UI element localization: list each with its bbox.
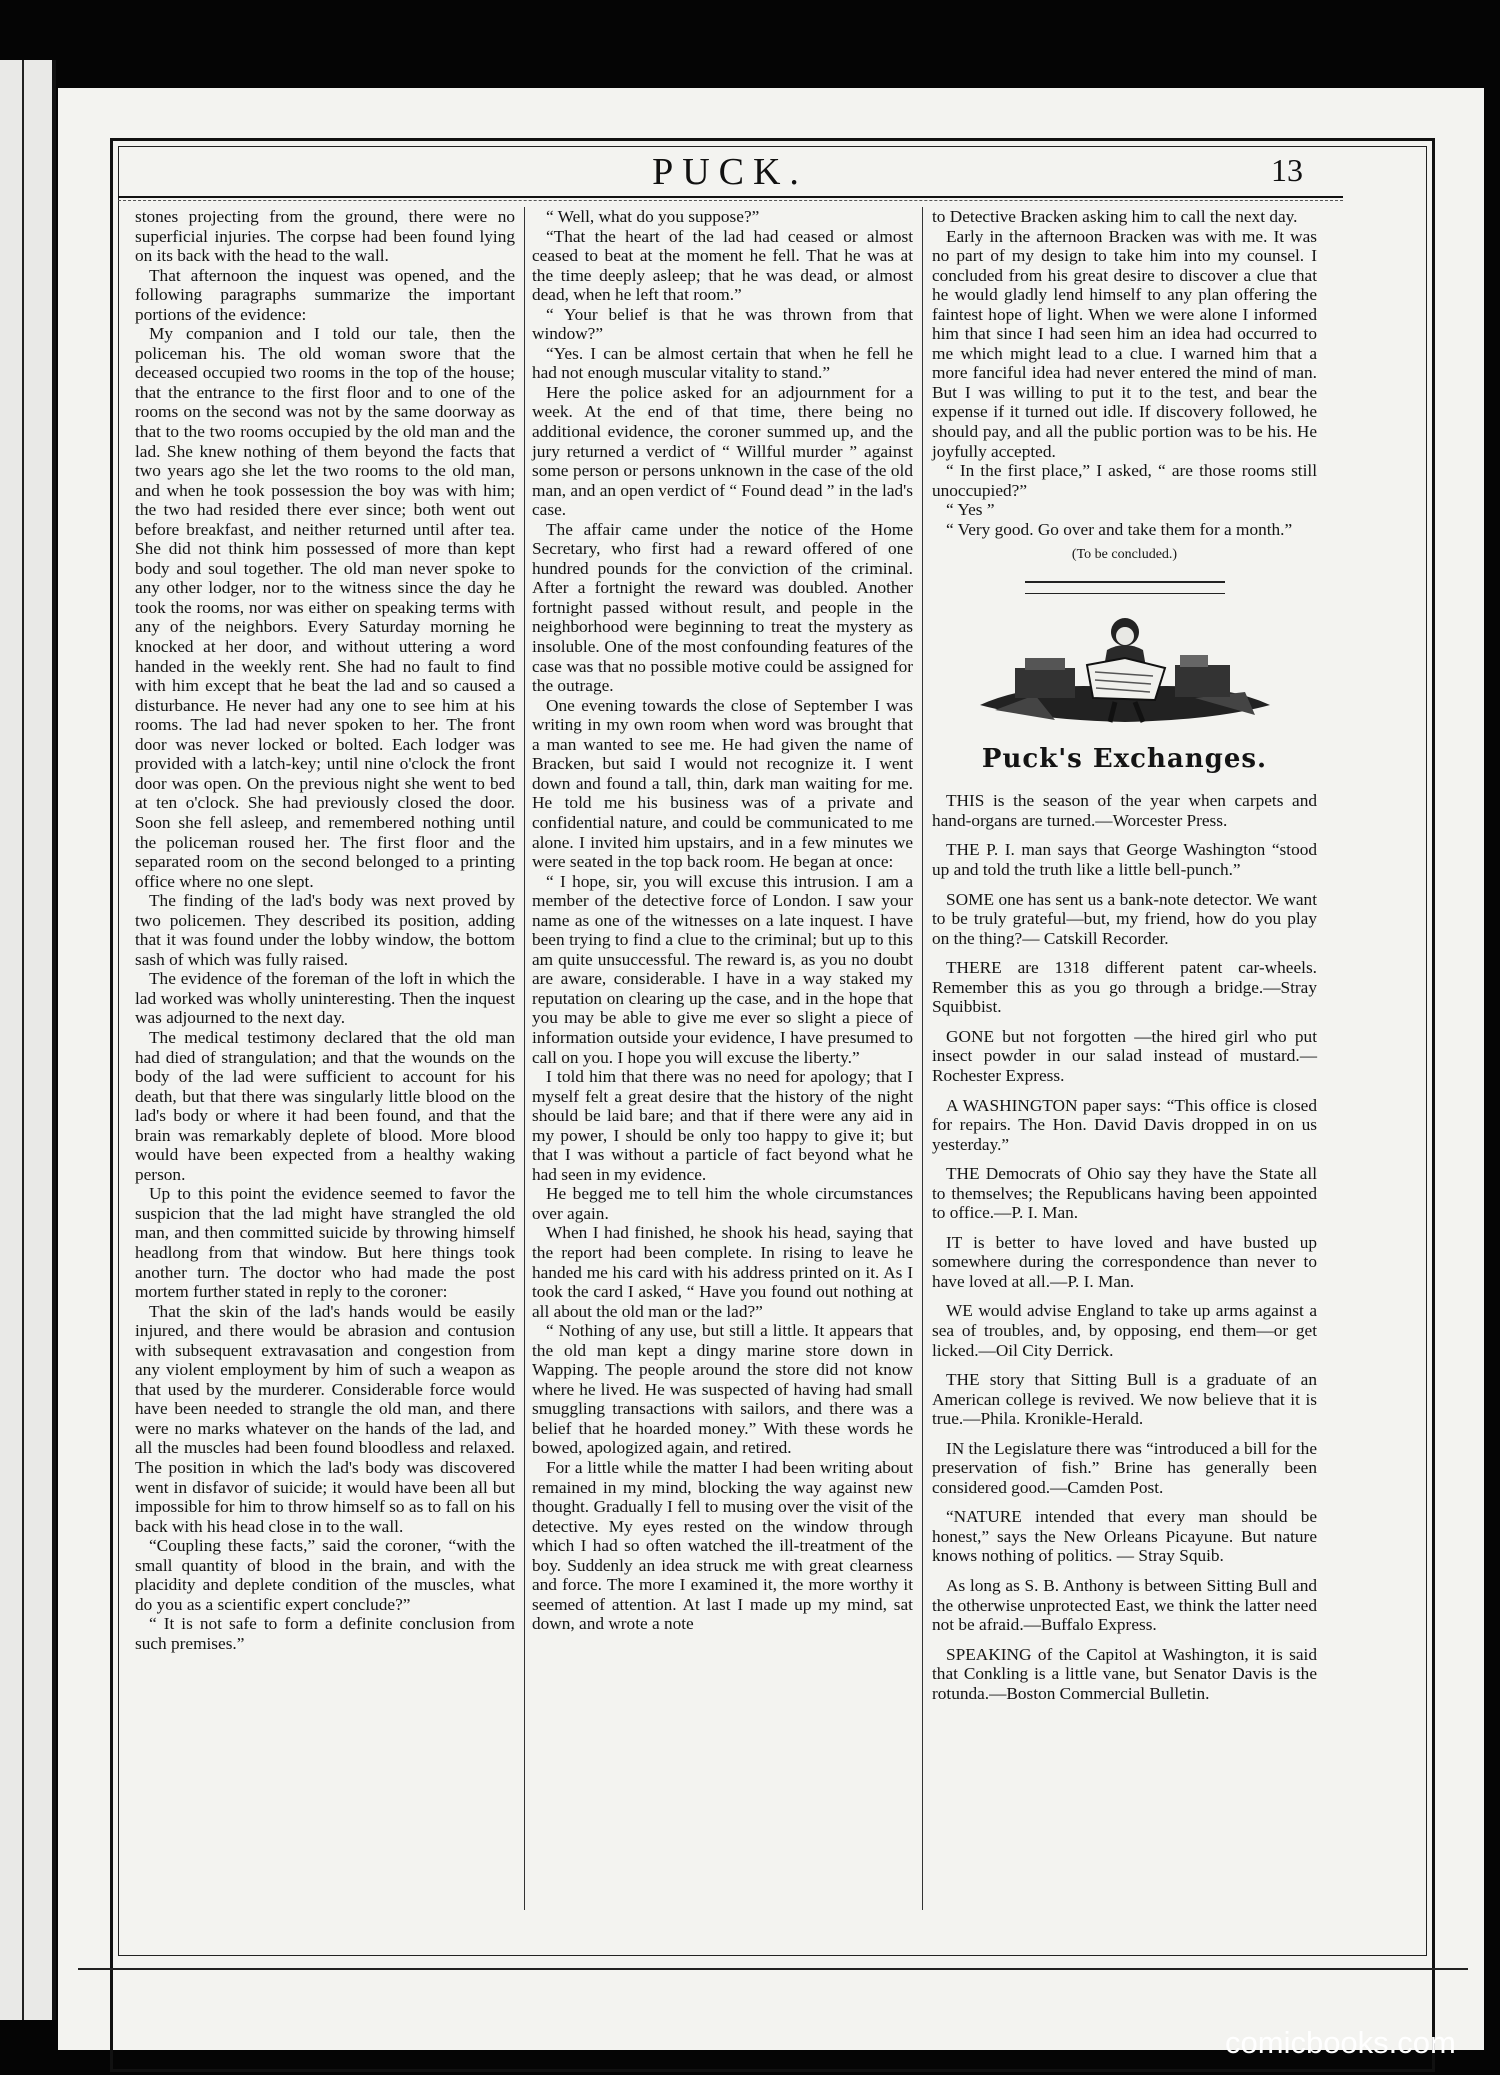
paragraph: “ Very good. Go over and take them for a month.” (946, 519, 1293, 539)
paragraph: “ I hope, sir, you will excuse this intrusion. I am a member of the detective force of London. I saw your name as one of the witnesses on a late inquest. I have been trying to find a clue to the criminal; but up to this am quite unsuccessful. The reward is, as you no doubt are aware, considerable. I have in a way staked my reputation on clearing up the case, and in the hope that you may be able to give me ever so slight a piece of information outside your evidence, I have presumed to call on you. I hope you will excuse the liberty.” (532, 871, 913, 1067)
exchanges-heading: Puck's Exchanges. (981, 743, 1268, 774)
paragraph: That afternoon the inquest was opened, and the following paragraphs summarize the important portions of the evidence: (135, 265, 515, 324)
section-separator (1025, 581, 1225, 594)
exchange-item: THE P. I. man says that George Washington “stood up and told the truth like a little bell-punch.” (932, 840, 1317, 880)
page-border-bottom (78, 1968, 1468, 1970)
exchange-item: “NATURE intended that every man should be honest,” says the New Orleans Picayune. But nature knows nothing of politics. — Stray Squib. (932, 1507, 1317, 1566)
exchanges-list (932, 791, 1317, 1703)
paragraph: The affair came under the notice of the Home Secretary, who first had a reward offered of one hundred pounds for the conviction of the criminal. After a fortnight the reward was doubled. Another fortnight passed without result, and people in the neighborhood were beginning to treat the mystery as insoluble. One of the most confounding features of the case was that no possible motive could be assigned for the outrage. (532, 519, 913, 696)
header-rule-dashed (118, 200, 1343, 201)
paragraph: My companion and I told our tale, then the policeman his. The old woman swore that the deceased occupied two rooms in the top of the house; that the entrance to the first floor and to one of the rooms on the second was not by the same doorway as that to the two rooms occupied by the old man and the lad. She knew nothing of them beyond the facts that two years ago she let the two rooms to the old man, and when he took possession the boy was with him; the two had resided there ever since; both went out before breakfast, and neither returned until after tea. She did not think him possessed of more than kept body and soul together. The old man never spoke to any other lodger, nor to the witness since the day he took the rooms, nor was either on speaking terms with any of the neighbors. Every Saturday morning he knocked at her door, and without uttering a word handed in the weekly rent. She had no fault to find with him except that he beat the lad and so caused a disturbance. He never had any one to see him at his rooms. The lad had never spoken to her. The front door was never locked or bolted. Each lodger was provided with a latch-key; until nine o'clock the front door was open. On the previous night she went to bed at ten o'clock. She had previously closed the door. Soon she fell asleep, and remembered nothing until the policeman roused her. The first floor and the separated room on the second belonged to a printing office where no one slept. (135, 324, 515, 891)
exchange-item: As long as S. B. Anthony is between Sitting Bull and the otherwise unprotected East, we think the latter need not be afraid.—Buffalo Express. (932, 1575, 1317, 1635)
header-rule (118, 196, 1343, 198)
paragraph: The evidence of the foreman of the loft in which the lad worked was wholly uninteresting. Then the inquest was adjourned to the next day. (135, 969, 515, 1028)
exchange-item: THIS is the season of the year when carpets and hand-organs are turned.—Worcester Press. (932, 791, 1317, 830)
paragraph: “ Well, what do you suppose?” (546, 207, 760, 226)
to-be-concluded-note: (To be concluded.) (1071, 547, 1178, 563)
page-number: 13 (1271, 152, 1303, 188)
paragraph: “Yes. I can be almost certain that when he fell he had not enough muscular vitality to stand.” (532, 343, 913, 383)
article-column-1 (135, 207, 515, 1653)
article-column-2 (532, 207, 913, 1634)
paragraph: That the skin of the lad's hands would be easily injured, and there would be abrasion and contusion with subsequent extravasation and congestion from any violent employment by him of such a weapon as that used by the murderer. Considerable force would have been needed to strangle the old man, and there were no marks whatever on the hands of the lad, and all the muscles had been found bloodless and relaxed. The position in which the lad's body was discovered went in disfavor of suicide; it would have been all but impossible for him to throw himself so as to fall on his back with his head close in to the wall. (135, 1301, 515, 1536)
paragraph: I told him that there was no need for apology; that I myself felt a great desire that the history of the night should be laid bare; and that if there were any aid in my power, I should be only too happy to give it; but that I was without a particle of fact beyond what he had seen in my evidence. (532, 1067, 913, 1184)
paragraph: “ Nothing of any use, but still a little. It appears that the old man kept a dingy marine store down in Wapping. The people around the store did not know where he lived. He was suspected of having had small smuggling transactions with sailors, and there was a belief that he hoarded money.” With these words he bowed, apologized again, and retired. (532, 1321, 913, 1458)
exchange-item: THE Democrats of Ohio say they have the State all to themselves; the Republicans having been appointed to office.—P. I. Man. (932, 1164, 1317, 1223)
exchange-item: THERE are 1318 different patent car-wheels. Remember this as you go through a bridge.—Stray Squibbist. (932, 958, 1317, 1017)
paragraph: “ Yes ” (946, 500, 995, 520)
exchange-item: GONE but not forgotten —the hired girl who put insect powder in our salad instead of mustard.—Rochester Express. (932, 1026, 1317, 1085)
column-divider (922, 207, 923, 1910)
magazine-title: PUCK. (652, 151, 808, 193)
paragraph: “Coupling these facts,” said the coroner, “with the small quantity of blood in the brain, and with the placidity and deplete condition of the muscles, what do you as a scientific expert conclude?” (135, 1536, 515, 1614)
watermark: comicbooks.com (1225, 2025, 1456, 2060)
exchange-item: SOME one has sent us a bank-note detector. We want to be truly grateful—but, my friend, how do you play on the thing?— Catskill Recorder. (932, 889, 1317, 948)
paragraph: One evening towards the close of September I was writing in my own room when word was brought that a man wanted to see me. He had given the name of Bracken, but said I would not recognize it. I went down and found a tall, thin, dark man waiting for me. He told me his business was of a private and confidential nature, and could be communicated to me alone. I invited him upstairs, and in a few minutes we were seated in the top back room. He began at once: (532, 695, 913, 872)
paragraph: “ It is not safe to form a definite conclusion from such premises.” (135, 1614, 515, 1653)
paragraph: “ Your belief is that he was thrown from that window?” (532, 304, 913, 344)
paragraph: “ In the first place,” I asked, “ are those rooms still unoccupied?” (932, 461, 1317, 500)
column-divider (524, 207, 525, 1910)
paragraph: Up to this point the evidence seemed to favor the suspicion that the lad might have strangled the old man, and then committed suicide by throwing himself headlong from that window. But here things took another turn. The doctor who had made the post mortem further stated in reply to the coroner: (135, 1184, 515, 1302)
paragraph: Here the police asked for an adjournment for a week. At the end of that time, there being no additional evidence, the coroner summed up, and the jury returned a verdict of “ Willful murder ” against some person or persons unknown in the case of the old man, and an open verdict of “ Found dead ” in the lad's case. (532, 382, 913, 520)
paragraph: Early in the afternoon Bracken was with me. It was no part of my design to take him into my counsel. I concluded from his great desire to discover a clue that he would gladly lend himself to any plan offering the faintest hope of light. When we were alone I informed him that since I had seen him an idea had occurred to me which might lead to a clue. I warned him that a more fanciful idea had never entered the mind of man. But I was willing to put it to the test, and bear the expense if it turned out idle. If discovery followed, he should pay, and all the public portion was to be his. He joyfully accepted. (932, 226, 1317, 461)
paragraph: to Detective Bracken asking him to call the next day. (932, 207, 1298, 226)
puck-reading-newspapers-illustration (975, 610, 1275, 740)
page-header (115, 150, 1345, 200)
exchange-item: WE would advise England to take up arms against a sea of troubles, and, by opposing, end them—or get licked.—Oil City Derrick. (932, 1301, 1317, 1360)
paragraph: When I had finished, he shook his head, saying that the report had been complete. In rising to leave he handed me his card with his address printed on it. As I took the card I asked, “ Have you found out nothing at all about the old man or the lad?” (532, 1223, 913, 1321)
exchange-item: SPEAKING of the Capitol at Washington, it is said that Conkling is a little vane, but Senator Davis is the rotunda.—Boston Commercial Bulletin. (932, 1644, 1317, 1703)
paragraph: He begged me to tell him the whole circumstances over again. (532, 1184, 913, 1223)
paragraph: stones projecting from the ground, there were no superficial injuries. The corpse had been found lying on its back with the head to the wall. (135, 207, 515, 266)
paragraph: “That the heart of the lad had ceased or almost ceased to beat at the moment he fell. That he was at the time deeply asleep; that he was dead, or almost dead, when he left that room.” (532, 226, 913, 305)
exchange-item: THE story that Sitting Bull is a graduate of an American college is revived. We now believe that it is true.—Phila. Kronikle-Herald. (932, 1370, 1317, 1429)
exchange-item: A WASHINGTON paper says: “This office is closed for repairs. The Hon. David Davis dropped in on us yesterday.” (932, 1095, 1317, 1154)
previous-page-edge (0, 60, 56, 2020)
paragraph: The finding of the lad's body was next proved by two policemen. They described its position, adding that it was found under the lobby window, the bottom sash of which was fully raised. (135, 891, 515, 969)
exchange-item: IN the Legislature there was “introduced a bill for the preservation of fish.” Brine has generally been considered good.—Camden Post. (932, 1438, 1317, 1497)
paragraph: For a little while the matter I had been writing about remained in my mind, blocking the way against new thought. Gradually I fell to musing over the visit of the detective. My eyes rested on the window through which I had so often watched the ill-treatment of the boy. Suddenly an idea struck me with great clearness and force. The more I examined it, the more worthy it seemed of attention. At last I made up my mind, sat down, and wrote a note (532, 1458, 913, 1634)
exchange-item: IT is better to have loved and have busted up somewhere during the correspondence than never to have loved at all.—P. I. Man. (932, 1232, 1317, 1291)
article-column-3 (932, 207, 1317, 1713)
paragraph: The medical testimony declared that the old man had died of strangulation; and that the wounds on the body of the lad were sufficient to account for his death, but that there was singularly little blood on the lad's body or where it had been found, and that the brain was remarkably deplete of blood. More blood would have been expected from a healthy waking person. (135, 1027, 515, 1184)
